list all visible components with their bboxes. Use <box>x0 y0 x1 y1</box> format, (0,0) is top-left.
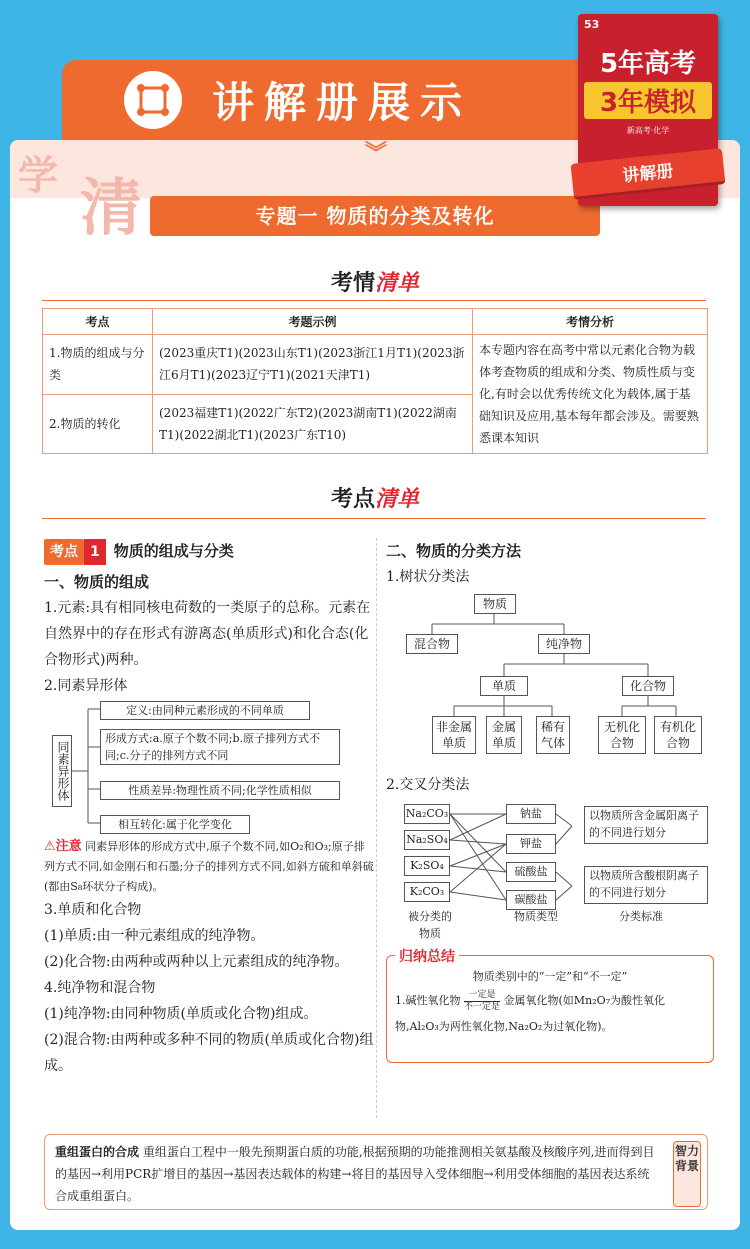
paragraph: (1)纯净物:由同种物质(单质或化合物)组成。 <box>44 1006 318 1022</box>
table-row <box>43 335 708 395</box>
tree-node: 化合物 <box>622 676 674 696</box>
allotrope-node: 性质差异:物理性质不同;化学性质相似 <box>100 781 340 800</box>
heading: 1.树状分类法 <box>386 569 470 585</box>
divider <box>42 300 706 301</box>
heading: 3.单质和化合物 <box>44 902 142 918</box>
allotrope-node: 相互转化:属于化学变化 <box>100 815 250 834</box>
background-box <box>44 1134 708 1210</box>
book-line2: 3年模拟 <box>584 82 712 119</box>
exam-table <box>42 308 708 454</box>
cross-item: Na₂SO₄ <box>404 830 450 850</box>
summary-box <box>386 949 714 1063</box>
table-header: 考情分析 <box>473 309 708 335</box>
paragraph: 1.元素:具有相同核电荷数的一类原子的总称。元素在自然界中的存在形式有游离态(单质形式)和化合态(化合物形式)两种。 <box>44 600 371 668</box>
decor-glyph: 清 <box>80 171 143 244</box>
cross-type: 碳酸盐 <box>506 890 556 910</box>
book-line1: 5年高考 <box>599 49 697 79</box>
table-cell: 2.物质的转化 <box>43 394 153 454</box>
allotrope-node: 定义:由同种元素形成的不同单质 <box>100 701 310 720</box>
heading: 4.纯净物和混合物 <box>44 980 156 996</box>
paragraph: (2)混合物:由两种或多种不同的物质(单质或化合物)组成。 <box>44 1032 374 1074</box>
table-cell: 1.物质的组成与分类 <box>43 335 153 395</box>
background-title: 重组蛋白的合成 <box>55 1145 140 1159</box>
cross-standard: 以物质所含酸根阴离子的不同进行划分 <box>584 866 708 904</box>
book-sub: 新高考·化学 <box>626 126 670 135</box>
tree-node: 无机化合物 <box>598 716 646 754</box>
cross-standard: 以物质所含金属阳离子的不同进行划分 <box>584 806 708 844</box>
tree-node: 混合物 <box>406 634 458 654</box>
summary-title: 物质类别中的“一定”和“不一定” <box>472 970 628 983</box>
tree-diagram <box>386 588 716 774</box>
cross-label: 分类标准 <box>619 910 663 923</box>
cross-diagram <box>386 800 716 948</box>
right-column <box>386 538 716 590</box>
point-title: 物质的组成与分类 <box>113 542 234 560</box>
allotrope-node: 形成方式:a.原子个数不同;b.原子排列方式不同;c.分子的排列方式不同 <box>100 729 340 765</box>
point-tag: 考点 <box>44 539 84 565</box>
tree-node: 有机化合物 <box>654 716 702 754</box>
table-header: 考题示例 <box>153 309 473 335</box>
table-cell: 本专题内容在高考中常以元素化合物为载体考查物质的组成和分类、物质性质与变化,有时会以优秀传统文化为载体,属于基础知识及应用,基本每年都会涉及。需要熟悉课本知识 <box>473 335 708 454</box>
heading: 二、物质的分类方法 <box>386 542 522 560</box>
allotrope-diagram <box>44 699 374 837</box>
point-heading <box>44 538 374 565</box>
column-divider <box>376 538 377 1118</box>
content-card <box>10 140 740 1230</box>
cross-type: 硫酸盐 <box>506 862 556 882</box>
header-banner <box>62 60 602 140</box>
cross-type: 钾盐 <box>506 834 556 854</box>
background-tag: 智力背景 <box>673 1141 701 1207</box>
tree-node: 物质 <box>474 594 516 614</box>
summary-text: 1.碱性氧化物 一定是 不一定是 金属氧化物(如Mn₂O₇为酸性氧化物,Al₂O₃为两性氧化物,Na₂O₂为过氧化物)。 <box>395 989 665 1033</box>
cross-label: 被分类的物质 <box>408 910 452 940</box>
section-title: 考点清单 <box>330 487 420 512</box>
table-cell: (2023重庆T1)(2023山东T1)(2023浙江1月T1)(2023浙江6月T1)(2023辽宁T1)(2021天津T1) <box>153 335 473 395</box>
warning-label: ⚠注意 <box>44 839 82 854</box>
heading: 一、物质的组成 <box>44 573 150 591</box>
warning-text: 同素异形体的形成方式中,原子个数不同,如O₂和O₃;原子排列方式不同,如金刚石和石墨;分子的排列方式不同,如斜方硫和单斜硫(都由S₈环状分子构成)。 <box>44 840 374 893</box>
tree-node: 纯净物 <box>538 634 590 654</box>
chevron-down-icon: ︾ <box>365 141 388 166</box>
cross-item: K₂CO₃ <box>404 882 450 902</box>
table-header: 考点 <box>43 309 153 335</box>
divider <box>42 518 706 519</box>
warning-note <box>44 837 374 897</box>
frame-icon <box>124 71 182 129</box>
topic-title: 专题一 物质的分类及转化 <box>150 196 600 236</box>
cross-type: 钠盐 <box>506 804 556 824</box>
cross-item: Na₂CO₃ <box>404 804 450 824</box>
banner-title: 讲解册展示 <box>212 78 473 127</box>
tree-node: 单质 <box>480 676 528 696</box>
section-title: 考情清单 <box>330 271 420 296</box>
tree-node: 非金属单质 <box>432 716 476 754</box>
left-column <box>44 538 374 1079</box>
paragraph: (1)单质:由一种元素组成的纯净物。 <box>44 928 265 944</box>
heading: 2.同素异形体 <box>44 678 128 694</box>
cross-item: K₂SO₄ <box>404 856 450 876</box>
summary-tag: 归纳总结 <box>395 946 459 966</box>
background-text: 重组蛋白工程中一般先预期蛋白质的功能,根据预期的功能推测相关氨基酸及核酸序列,进而得到目的基因→利用PCR扩增目的基因→基因表达载体的构建→将目的基因导入受体细胞→利用受体细胞的基因表达系统合成重组蛋白。 <box>55 1145 655 1203</box>
tree-node: 稀有气体 <box>536 716 570 754</box>
point-number: 1 <box>84 539 106 565</box>
allotrope-root: 同素异形体 <box>52 735 72 807</box>
book-ribbon: 讲解册 <box>571 148 726 200</box>
heading: 2.交叉分类法 <box>386 777 470 793</box>
decor-glyph: 学 <box>18 152 58 199</box>
book-top: 53 <box>584 18 600 31</box>
tree-node: 金属单质 <box>486 716 522 754</box>
cross-label: 物质类型 <box>514 910 558 923</box>
paragraph: (2)化合物:由两种或两种以上元素组成的纯净物。 <box>44 954 349 970</box>
table-cell: (2023福建T1)(2022广东T2)(2023湖南T1)(2022湖南T1)(2022湖北T1)(2023广东T10) <box>153 394 473 454</box>
